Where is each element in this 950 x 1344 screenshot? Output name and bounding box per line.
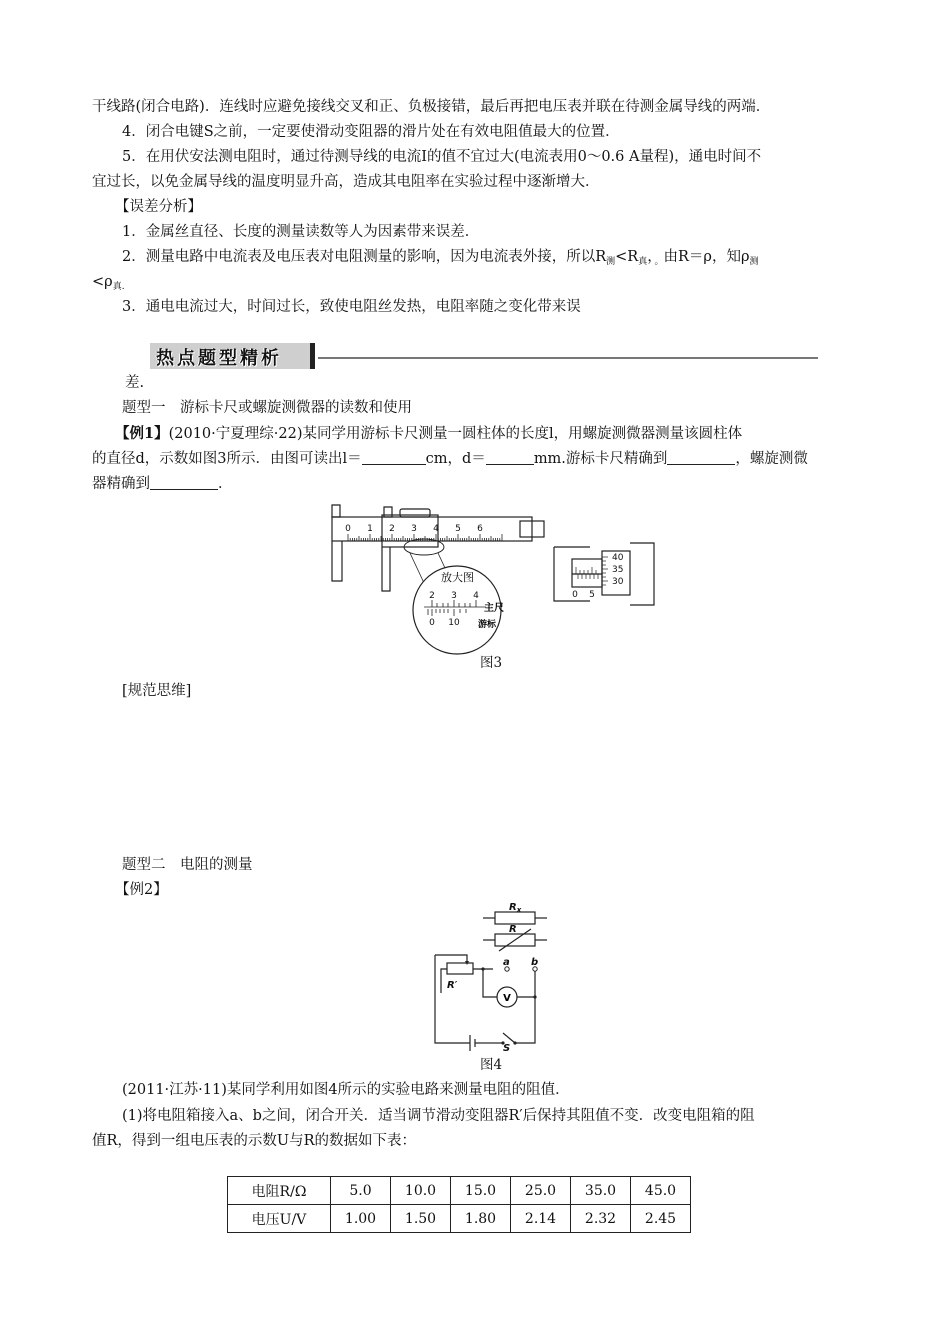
text-line (122, 247, 759, 272)
figure-3-caliper-micrometer (320, 495, 660, 665)
caliper-upper-jaw (332, 505, 340, 517)
caliper-scale-number: 1 (367, 524, 373, 534)
thimble-label: 40 (612, 553, 624, 563)
micrometer-ticks (576, 557, 608, 585)
answer-blank[interactable] (362, 450, 426, 465)
text-fragment: cm，d＝ (425, 451, 486, 467)
text-fragment: ， (647, 249, 655, 265)
text-line: 3．通电电流过大，时间过长，致使电阻丝发热，电阻率随之变化带来误 (122, 299, 581, 315)
answer-blank[interactable] (150, 475, 218, 490)
text-fragment: ，螺旋测微 (735, 451, 808, 467)
figure-4-circuit (425, 893, 555, 1053)
zoom-tick-label: 3 (451, 591, 457, 601)
text-line (92, 474, 233, 494)
subscript: 真. (112, 282, 125, 292)
rheostat (447, 963, 473, 974)
text-fragment: ． (218, 476, 233, 492)
question-type-title: 题型一 游标卡尺或螺旋测微器的读数和使用 (122, 400, 412, 416)
caliper-thumb-screw (400, 509, 430, 517)
table-cell: 1.00 (331, 1205, 391, 1233)
caliper-scale-number: 6 (477, 524, 483, 534)
text-fragment: mm.游标卡尺精确到 (533, 451, 668, 467)
caliper-scale-number: 0 (345, 524, 351, 534)
caliper-main-scale-numbers (345, 524, 483, 534)
table-cell: 2.45 (631, 1205, 691, 1233)
micrometer (554, 543, 654, 605)
text-line: 5．在用伏安法测电阻时，通过待测导线的电流I的值不宜过大(电流表用0～0.6 A量程)，通电时间不 (122, 149, 762, 165)
stray-mark: 。 (654, 257, 664, 267)
caliper-scale-number: 4 (433, 524, 439, 534)
text-fragment: (2010·宁夏理综·22)某同学用游标卡尺测量一圆柱体的长度l，用螺旋测微器测量该圆柱体 (168, 426, 743, 442)
subscript: 真 (638, 257, 648, 267)
text-line (92, 449, 808, 469)
text-line: 1．金属丝直径、长度的测量读数等人为因素带来误差． (122, 224, 480, 240)
voltmeter-label: V (503, 993, 511, 1004)
label-rx: $R_x$ (509, 902, 522, 914)
thimble-label: 30 (612, 577, 624, 587)
label-s: S (503, 1043, 511, 1053)
banner-rule (318, 357, 818, 359)
thimble-label: 35 (612, 565, 624, 575)
text-line (92, 272, 125, 297)
table-row (228, 1205, 691, 1233)
caliper-scale-number: 2 (389, 524, 395, 534)
circuit-wire (435, 955, 467, 963)
section-banner (150, 343, 818, 369)
table-cell: 25.0 (511, 1177, 571, 1205)
text-line: 值R，得到一组电压表的示数U与R的数据如下表： (92, 1133, 417, 1149)
caliper-main-scale-ticks (348, 534, 502, 541)
text-fragment: <R (615, 249, 639, 265)
subscript: 测 (606, 257, 616, 267)
table-cell: 2.32 (571, 1205, 631, 1233)
zoom-title: 放大图 (441, 571, 474, 584)
label-r: R (509, 924, 517, 935)
micrometer-sleeve (572, 559, 602, 587)
text-line: 宜过长，以免金属导线的温度明显升高，造成其电阻率在实验过程中逐渐增大． (92, 174, 600, 190)
zoom-vernier-label: 10 (448, 618, 460, 628)
text-line (115, 424, 742, 444)
text-fragment: 2．测量电路中电流表及电压表对电阻测量的影响，因为电流表外接，所以R (122, 249, 607, 265)
table-cell: 1.50 (391, 1205, 451, 1233)
question-type-title: 题型二 电阻的测量 (122, 857, 253, 873)
sleeve-label: 0 (572, 590, 578, 600)
text-line: (1)将电阻箱接入a、b之间，闭合开关．适当调节滑动变阻器R′后保持其阻值不变．改变电阻箱的阻 (122, 1108, 755, 1124)
text-line: 4．闭合电键S之前，一定要使滑动变阻器的滑片处在有效电阻值最大的位置． (122, 124, 620, 140)
text-line: 干线路(闭合电路)．连线时应避免接线交叉和正、负极接错，最后再把电压表并联在待测金属导线的两端． (92, 99, 771, 115)
caliper-lower-jaw-moving (382, 547, 390, 591)
figure-caption: 图4 (480, 1057, 503, 1073)
example-label: 【例2】 (115, 882, 168, 898)
data-table (227, 1176, 691, 1233)
text-line: (2011·江苏·11)某同学利用如图4所示的实验电路来测量电阻的阻值． (122, 1082, 570, 1098)
micrometer-ratchet (630, 543, 654, 605)
table-cell: 35.0 (571, 1177, 631, 1205)
thinking-label: [规范思维] (122, 683, 192, 699)
caliper-scale-number: 3 (411, 524, 417, 534)
table-cell: 45.0 (631, 1177, 691, 1205)
banner-bar (310, 343, 315, 369)
zoom-main-scale-label: 主尺 (484, 603, 504, 614)
table-cell: 5.0 (331, 1177, 391, 1205)
circuit-wire (483, 969, 497, 997)
zoom-tick-label: 4 (473, 591, 479, 601)
text-fragment: 器精确到 (92, 476, 150, 492)
switch-s (503, 1033, 515, 1043)
label-a: a (503, 957, 510, 968)
resistor-rx (495, 912, 535, 924)
sleeve-label: 5 (589, 590, 595, 600)
table-cell: 15.0 (451, 1177, 511, 1205)
text-line: 差. (125, 375, 145, 391)
text-fragment: 的直径d，示数如图3所示．由图可读出l＝ (92, 451, 362, 467)
caliper-lower-jaw-fixed (332, 541, 342, 581)
banner-title: 热点题型精析 (156, 348, 282, 369)
answer-blank[interactable] (667, 450, 735, 465)
table-cell: 1.80 (451, 1205, 511, 1233)
table-cell: 10.0 (391, 1177, 451, 1205)
label-rprime: R′ (447, 980, 458, 991)
text-fragment: <ρ (92, 274, 113, 290)
table-cell: 2.14 (511, 1205, 571, 1233)
banner-box (150, 343, 310, 369)
example-label: 【例1】 (115, 425, 169, 442)
label-b: b (531, 957, 539, 968)
table-header-cell: 电压U/V (228, 1205, 331, 1233)
circuit-wire (435, 955, 470, 1043)
answer-blank[interactable] (486, 450, 534, 465)
table-row (228, 1177, 691, 1205)
circuit-wire (515, 969, 535, 1043)
subscript: 测 (749, 257, 759, 267)
zoom-tick-label: 2 (429, 591, 435, 601)
text-fragment: 由R＝ρ，知ρ (663, 249, 750, 265)
table-header-cell: 电阻R/Ω (228, 1177, 331, 1205)
section-heading: 【误差分析】 (115, 199, 202, 215)
caliper-scale-number: 5 (455, 524, 461, 534)
zoom-vernier-label: 0 (429, 618, 435, 628)
zoom-vernier-scale-label: 游标 (478, 620, 497, 630)
figure-caption: 图3 (480, 655, 503, 671)
